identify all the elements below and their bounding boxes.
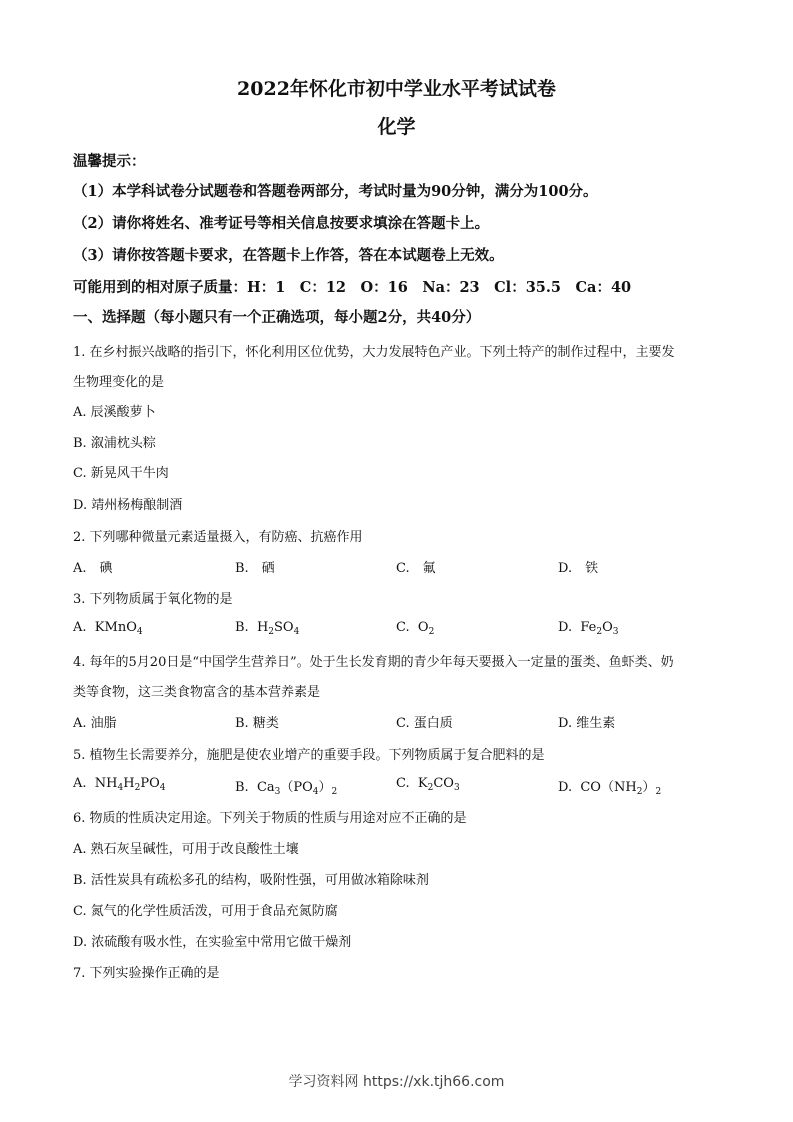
chem-formula: $NH_4H_2PO_4$ xyxy=(94,776,166,793)
question-6-stem: 6. 物质的性质决定用途。下列关于物质的性质与用途对应不正确的是 xyxy=(73,811,467,826)
question-1-stem-line1: 1. 在乡村振兴战略的指引下，怀化利用区位优势，大力发展特色产业。下列土特产的制作过程中，主要发 xyxy=(73,345,675,360)
question-2-option-c: C. 氟 xyxy=(396,561,436,576)
question-4-option-c: C. 蛋白质 xyxy=(396,716,453,731)
question-4-stem-line1: 4. 每年的5月20日是“中国学生营养日”。处于生长发育期的青少年每天要摄入一定量的蛋类、鱼虾类、奶 xyxy=(73,655,674,670)
option-letter: B. xyxy=(235,620,249,635)
question-1-option-a: A. 辰溪酸萝卜 xyxy=(73,405,156,420)
question-2-option-b: B. 硒 xyxy=(235,561,275,576)
option-letter: A. xyxy=(73,620,87,635)
footer-watermark: 学习资料网 https://xk.tjh66.com xyxy=(288,1074,505,1090)
chem-formula: $O_2$ xyxy=(417,620,435,637)
chem-formula: $CO(NH_2)_2$ xyxy=(580,780,662,797)
question-3-option-b xyxy=(235,620,299,635)
question-5-stem: 5. 植物生长需要养分，施肥是使农业增产的重要手段。下列物质属于复合肥料的是 xyxy=(73,748,545,763)
notice-heading: 温馨提示： xyxy=(73,153,146,170)
question-5-option-d xyxy=(558,776,661,795)
chem-formula: $Fe_2O_3$ xyxy=(580,620,619,637)
question-5-option-b xyxy=(235,776,337,795)
question-4-option-a: A. 油脂 xyxy=(73,716,117,731)
question-3-option-a xyxy=(73,620,143,635)
question-1-stem-line2: 生物理变化的是 xyxy=(73,375,165,390)
question-6-option-b: B. 活性炭具有疏松多孔的结构，吸附性强，可用做冰箱除味剂 xyxy=(73,873,429,888)
notice-item-3: （3）请你按答题卡要求，在答题卡上作答，答在本试题卷上无效。 xyxy=(73,247,504,264)
option-letter: C. xyxy=(396,776,410,791)
option-letter: D. xyxy=(558,620,573,635)
question-1-option-c: C. 新晃风干牛肉 xyxy=(73,466,169,481)
option-letter: B. xyxy=(235,780,249,795)
question-4-option-d: D. 维生素 xyxy=(558,716,616,731)
question-3-option-c xyxy=(396,620,434,635)
question-3-stem: 3. 下列物质属于氧化物的是 xyxy=(73,592,233,607)
question-1-option-d: D. 靖州杨梅酿制酒 xyxy=(73,498,183,513)
question-2-stem: 2. 下列哪种微量元素适量摄入，有防癌、抗癌作用 xyxy=(73,530,363,545)
question-4-option-b: B. 糖类 xyxy=(235,716,279,731)
question-2-option-a: A. 碘 xyxy=(73,561,113,576)
chem-formula: $H_2SO_4$ xyxy=(256,620,300,637)
question-4-stem-line2: 类等食物，这三类食物富含的基本营养素是 xyxy=(73,685,321,700)
option-letter: A. xyxy=(73,776,87,791)
section-heading: 一、选择题（每小题只有一个正确选项，每小题2分，共40分） xyxy=(73,309,481,326)
question-3-option-d xyxy=(558,620,619,635)
notice-item-2: （2）请你将姓名、准考证号等相关信息按要求填涂在答题卡上。 xyxy=(73,215,490,232)
subject-title: 化学 xyxy=(377,116,416,138)
question-1-option-b: B. 溆浦枕头粽 xyxy=(73,436,156,451)
question-2-option-d: D. 铁 xyxy=(558,561,599,576)
chem-formula: $K_2CO_3$ xyxy=(417,776,460,793)
question-6-option-d: D. 浓硫酸有吸水性，在实验室中常用它做干燥剂 xyxy=(73,935,352,950)
option-letter: C. xyxy=(396,620,410,635)
question-5-option-a xyxy=(73,776,165,791)
chem-formula: $Ca_3(PO_4)_2$ xyxy=(256,780,338,797)
question-7-stem: 7. 下列实验操作正确的是 xyxy=(73,966,220,981)
notice-item-1: （1）本学科试卷分试题卷和答题卷两部分，考试时量为90分钟，满分为100分。 xyxy=(73,183,598,200)
question-5-option-c xyxy=(396,776,460,791)
chem-formula: KMnO$_4$ xyxy=(94,620,143,637)
exam-title: 2022年怀化市初中学业水平考试试卷 xyxy=(237,78,556,100)
atomic-masses: 可能用到的相对原子质量：H：1 C：12 O：16 Na：23 Cl：35.5 Ca：40 xyxy=(73,279,632,296)
question-6-option-a: A. 熟石灰呈碱性，可用于改良酸性土壤 xyxy=(73,842,299,857)
option-letter: D. xyxy=(558,780,573,795)
question-6-option-c: C. 氮气的化学性质活泼，可用于食品充氮防腐 xyxy=(73,904,338,919)
